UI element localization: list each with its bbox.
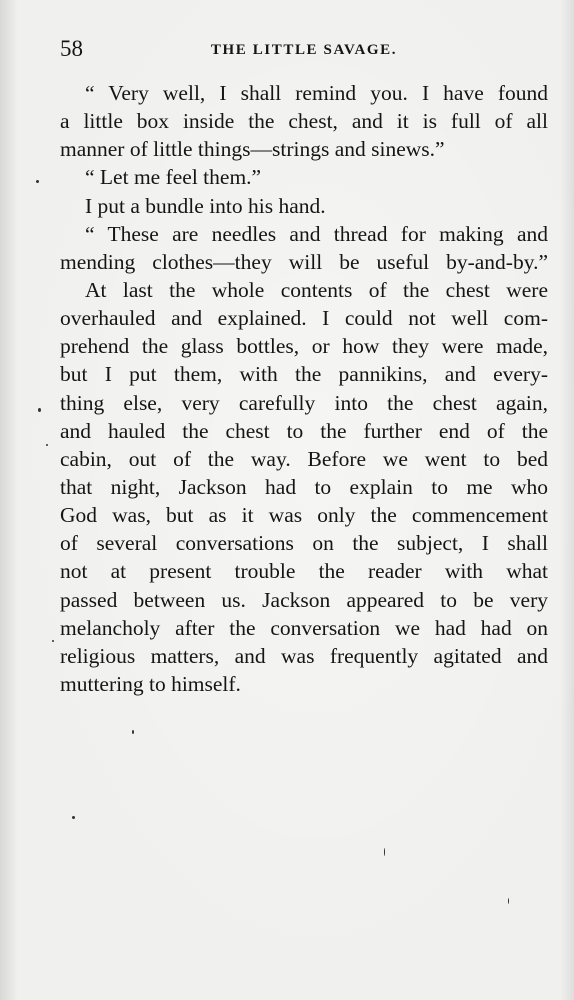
print-speck	[38, 408, 41, 412]
text-line: melancholy after the conversation we had had on	[60, 615, 548, 640]
text-line: “ Let me feel them.”	[85, 165, 262, 190]
text-line: muttering to himself.	[60, 671, 241, 696]
print-speck	[46, 444, 48, 446]
text-line: religious matters, and was frequently agitated and	[60, 643, 548, 668]
text-line: and hauled the chest to the further end of the	[60, 418, 548, 443]
text-line: I put a bundle into his hand.	[85, 193, 326, 218]
text-line: but I put them, with the pannikins, and every-	[60, 362, 548, 387]
text-line: a little box inside the chest, and it is full of all	[60, 109, 548, 134]
text-line: At last the whole contents of the chest were	[85, 277, 548, 302]
print-speck	[72, 816, 75, 819]
print-speck	[384, 848, 385, 856]
text-line: overhauled and explained. I could not well com-	[60, 306, 548, 331]
page-number: 58	[60, 36, 83, 61]
text-line: that night, Jackson had to explain to me who	[60, 474, 548, 499]
text-line: mending clothes—they will be useful by-and-by.”	[60, 249, 548, 274]
text-line: “ These are needles and thread for making and	[85, 221, 548, 246]
print-speck	[132, 730, 134, 734]
print-speck	[52, 640, 54, 642]
text-line: manner of little things—strings and sinews.”	[60, 137, 445, 162]
page-header	[60, 34, 548, 64]
body-text	[60, 79, 548, 698]
print-speck	[508, 898, 509, 904]
text-line: prehend the glass bottles, or how they were made,	[60, 334, 548, 359]
text-line: thing else, very carefully into the chest again,	[60, 390, 548, 415]
text-line: not at present trouble the reader with what	[60, 559, 548, 584]
text-line: God was, but as it was only the commencement	[60, 503, 548, 528]
text-line: “ Very well, I shall remind you. I have found	[85, 81, 548, 105]
running-head: THE LITTLE SAVAGE.	[210, 42, 398, 58]
text-line: of several conversations on the subject, I shall	[60, 531, 548, 556]
print-speck	[36, 180, 39, 183]
text-line: cabin, out of the way. Before we went to bed	[60, 446, 548, 471]
text-line: passed between us. Jackson appeared to be very	[60, 587, 548, 612]
